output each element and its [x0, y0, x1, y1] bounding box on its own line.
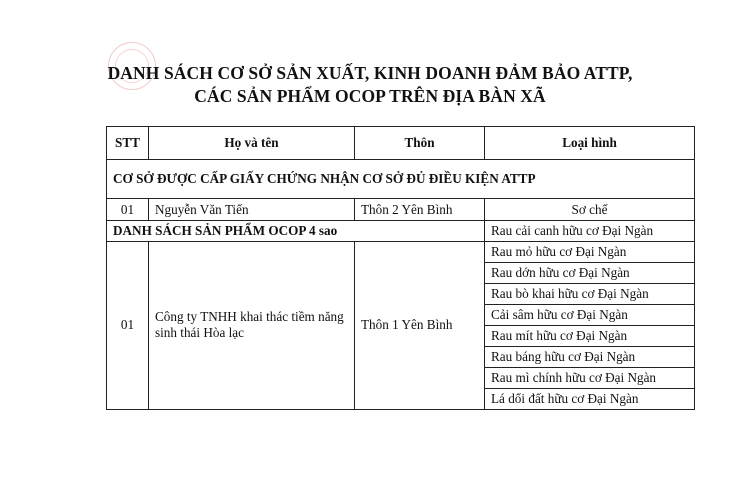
- document-title-line2: CÁC SẢN PHẨM OCOP TRÊN ĐỊA BÀN XÃ: [194, 86, 546, 106]
- row-name: Nguyễn Văn Tiến: [149, 199, 355, 221]
- section-title-ocop: DANH SÁCH SẢN PHẨM OCOP 4 sao: [107, 221, 485, 242]
- ocop-product-item: Rau bò khai hữu cơ Đại Ngàn: [485, 284, 694, 305]
- ocop-product-item: Cải sâm hữu cơ Đại Ngàn: [485, 305, 694, 326]
- ocop-product-item: Rau mỏ hữu cơ Đại Ngàn: [485, 242, 694, 263]
- row-stt: 01: [107, 241, 149, 409]
- ocop-product-item: Lá dổi đất hữu cơ Đại Ngàn: [491, 391, 639, 406]
- document-title-line1: DANH SÁCH CƠ SỞ SẢN XUẤT, KINH DOANH ĐẢM BẢO ATTP,: [107, 63, 633, 83]
- row-stt: 01: [107, 199, 149, 221]
- ocop-product-item: Rau báng hữu cơ Đại Ngàn: [485, 347, 694, 368]
- ocop-product-item: Rau mì chính hữu cơ Đại Ngàn: [485, 368, 694, 389]
- ocop-product-list: [485, 221, 695, 410]
- ocop-product-item: Rau dớn hữu cơ Đại Ngàn: [485, 263, 694, 284]
- ocop-product-item: Rau mít hữu cơ Đại Ngàn: [485, 326, 694, 347]
- column-header-stt: STT: [107, 127, 149, 160]
- section-title-attp: CƠ SỞ ĐƯỢC CẤP GIẤY CHỨNG NHẬN CƠ SỞ ĐỦ ĐIỀU KIỆN ATTP: [107, 160, 695, 199]
- row-village: Thôn 2 Yên Bình: [355, 199, 485, 221]
- section-row-attp: [107, 160, 695, 199]
- section-row-ocop: [107, 221, 695, 242]
- row-type: Sơ chế: [485, 199, 695, 221]
- row-name: Công ty TNHH khai thác tiềm năng sinh thái Hòa lạc: [149, 241, 355, 409]
- facility-table: [106, 126, 695, 410]
- column-header-name: Họ và tên: [149, 127, 355, 160]
- table-header-row: [107, 127, 695, 160]
- column-header-village: Thôn: [355, 127, 485, 160]
- table-row: [107, 199, 695, 221]
- row-village: Thôn 1 Yên Bình: [355, 241, 485, 409]
- column-header-type: Loại hình: [485, 127, 695, 160]
- ocop-product-item: Rau cải canh hữu cơ Đại Ngàn: [485, 221, 694, 242]
